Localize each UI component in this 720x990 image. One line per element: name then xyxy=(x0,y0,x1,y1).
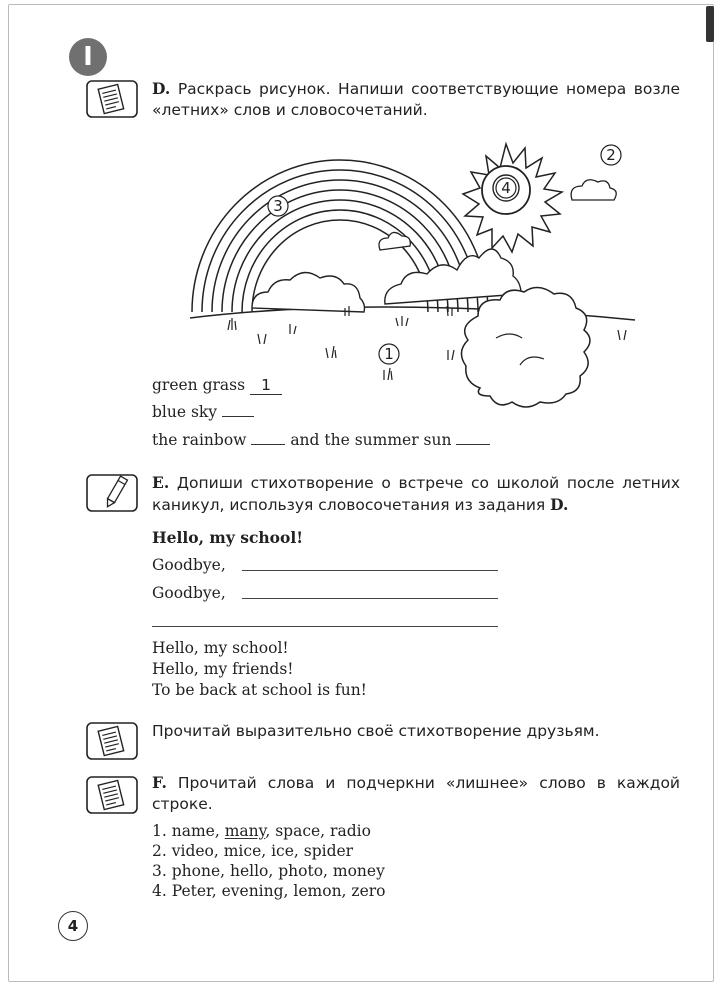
answer-blank-blue-sky[interactable] xyxy=(222,416,254,417)
pencil-notebook-icon xyxy=(86,474,138,512)
label-1: 1 xyxy=(384,345,394,363)
notebook-icon-read xyxy=(86,722,138,760)
item-green-grass: green grass 1 xyxy=(152,376,282,395)
poem-closing-3: To be back at school is fun! xyxy=(152,681,367,699)
write-line-3[interactable] xyxy=(152,626,498,627)
label-3: 3 xyxy=(273,197,283,215)
sun xyxy=(463,144,562,252)
answer-blank-sun[interactable] xyxy=(456,444,490,445)
label-4: 4 xyxy=(501,179,511,197)
bush-middle xyxy=(385,249,521,304)
answer-blank-rainbow[interactable] xyxy=(251,444,285,445)
notebook-icon-f xyxy=(86,776,138,814)
task-f-letter: F. xyxy=(152,773,167,792)
word-row-4: 4. Peter, evening, lemon, zero xyxy=(152,882,386,900)
task-d-text: Раскрась рисунок. Напиши соответствующие номера возле «летних» слов и словосочетаний. xyxy=(152,80,680,119)
item-blue-sky: blue sky xyxy=(152,403,254,421)
poem-goodbye-2: Goodbye, xyxy=(152,584,226,602)
poem-goodbye-1: Goodbye, xyxy=(152,556,226,574)
task-d-instruction xyxy=(152,78,680,121)
underlined-word[interactable]: many xyxy=(224,822,266,840)
task-d-letter: D. xyxy=(152,79,171,98)
word-row-1: 1. name, many, space, radio xyxy=(152,822,371,840)
unit-badge: I xyxy=(69,38,107,76)
poem-title: Hello, my school! xyxy=(152,528,304,547)
bush-front xyxy=(461,287,590,407)
page-edge-tab xyxy=(706,6,714,42)
task-e-letter: E. xyxy=(152,473,170,492)
task-e-instruction: E. Допиши стихотворение о встрече со школой после летних каникул, используя словосочетания из задания D. xyxy=(152,473,680,514)
notebook-icon xyxy=(86,80,138,118)
write-line-1[interactable] xyxy=(242,570,498,571)
poem-closing-2: Hello, my friends! xyxy=(152,660,294,678)
cloud-small xyxy=(379,232,410,250)
page-number: 4 xyxy=(58,911,88,941)
label-2: 2 xyxy=(606,146,616,164)
item-rainbow-sun: the rainbow and the summer sun xyxy=(152,431,490,449)
bush-left xyxy=(252,272,365,312)
word-row-2: 2. video, mice, ice, spider xyxy=(152,842,354,860)
task-read-instruction: Прочитай выразительно своё стихотворение друзьям. xyxy=(152,722,600,740)
word-row-3: 3. phone, hello, photo, money xyxy=(152,862,385,880)
cloud-right xyxy=(571,180,616,200)
write-line-2[interactable] xyxy=(242,598,498,599)
task-f-instruction: F. Прочитай слова и подчеркни «лишнее» слово в каждой строке. xyxy=(152,773,680,813)
answer-blank-green-grass[interactable]: 1 xyxy=(250,376,282,395)
poem-closing-1: Hello, my school! xyxy=(152,639,289,657)
